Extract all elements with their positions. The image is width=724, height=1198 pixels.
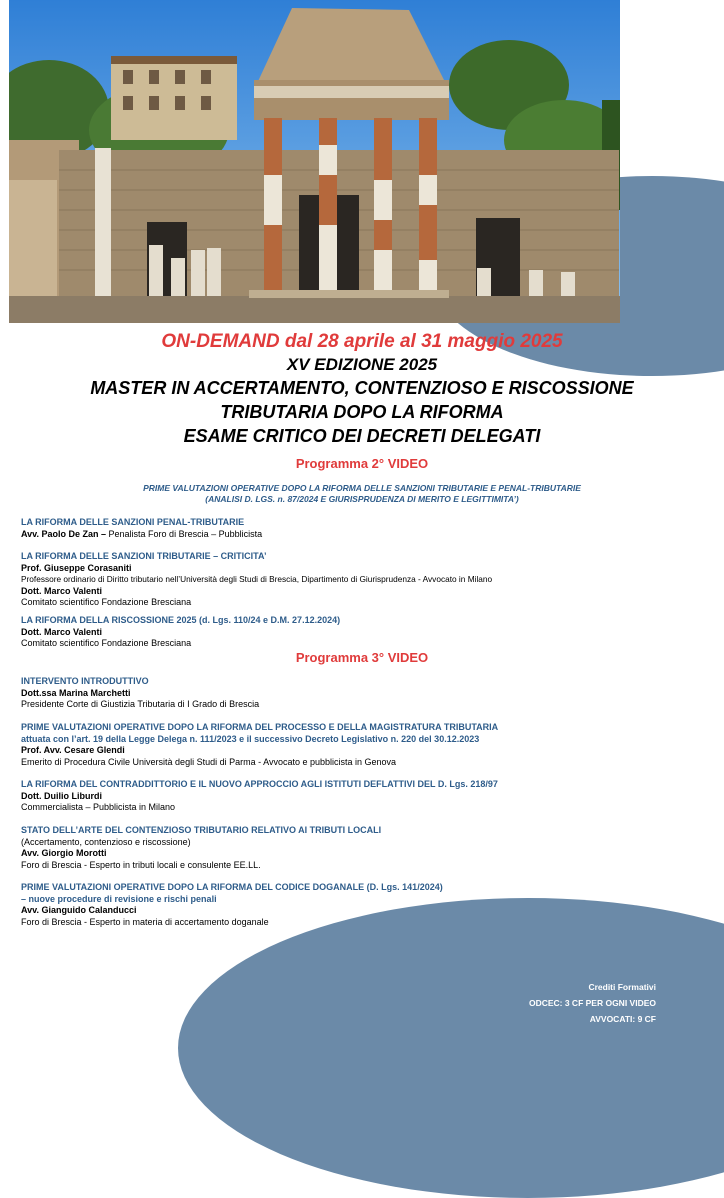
hero-photo [9,0,620,323]
ondemand-dates: ON-DEMAND dal 28 aprile al 31 maggio 2025 [161,331,563,352]
item-title: LA RIFORMA DEL CONTRADDITTORIO E IL NUOVO APPROCCIO AGLI ISTITUTI DEFLATTIVI DEL D. Lgs. 218/97 [21,779,498,789]
item-title: PRIME VALUTAZIONI OPERATIVE DOPO LA RIFORMA DEL CODICE DOGANALE (D. Lgs. 141/2024) [21,882,443,892]
item-title: LA RIFORMA DELLE SANZIONI TRIBUTARIE – CRITICITA’ [21,551,267,561]
programma-3-title: Programma 3° VIDEO [295,650,429,665]
item-role: Presidente Corte di Giustizia Tributaria di I Grado di Brescia [21,699,260,709]
program-item [21,615,711,650]
item-speaker: Avv. Gianguido Calanducci [21,905,137,915]
item-subtitle: (Accertamento, contenzioso e riscossione) [21,836,191,847]
item-role: Emerito di Procedura Civile Università degli Studi di Parma - Avvocato e pubblicista in Genova [21,756,397,767]
program-item [21,722,711,768]
item-role: Foro di Brescia - Esperto in tributi locali e consulente EE.LL. [21,859,261,870]
credits-odcec: ODCEC: 3 CF PER OGNI VIDEO [528,998,656,1008]
item-subtitle: attuata con l’art. 19 della Legge Delega n. 111/2023 e il successivo Decreto Legislativo n. 220 del 30.12.2023 [21,733,480,744]
program-item [21,551,711,609]
decorative-blob-bottom [178,898,724,1198]
item-title: LA RIFORMA DELLA RISCOSSIONE 2025 (d. Lgs. 110/24 e D.M. 27.12.2024) [21,615,341,625]
credits-box [529,979,656,1027]
item-title: STATO DELL’ARTE DEL CONTENZIOSO TRIBUTARIO RELATIVO AI TRIBUTI LOCALI [21,825,382,835]
item-speaker: Avv. Paolo De Zan – [21,528,107,539]
item-speaker: Prof. Giuseppe Corasaniti [21,562,132,573]
intro-line: (ANALISI D. LGS. n. 87/2024 E GIURISPRUDENZA DI MERITO E LEGITTIMITA’) [205,494,519,504]
item-title: INTERVENTO INTRODUTTIVO [21,676,149,686]
item-speaker: Dott.ssa Marina Marchetti [21,687,131,698]
intro-line: PRIME VALUTAZIONI OPERATIVE DOPO LA RIFORMA DELLE SANZIONI TRIBUTARIE E PENAL-TRIBUTARIE [143,483,581,493]
item-speaker: Dott. Marco Valenti [21,585,103,596]
item-speaker: Dott. Duilio Liburdi [21,790,102,801]
master-title-line: ESAME CRITICO DEI DECRETI DELEGATI [183,426,541,446]
item-role: Foro di Brescia - Esperto in materia di accertamento doganale [21,916,269,927]
master-title [0,376,724,448]
item-role: Comitato scientifico Fondazione Bresciana [21,638,192,648]
credits-avvocati: AVVOCATI: 9 CF [589,1014,656,1024]
credits-title: Crediti Formativi [588,982,656,992]
program-item [21,825,711,871]
program-item [21,882,711,928]
programma-2-intro [0,483,724,505]
item-title: PRIME VALUTAZIONI OPERATIVE DOPO LA RIFORMA DEL PROCESSO E DELLA MAGISTRATURA TRIBUTARIA [21,722,499,732]
item-role: Penalista Foro di Brescia – Pubblicista [106,528,263,539]
item-title: LA RIFORMA DELLE SANZIONI PENAL-TRIBUTARIE [21,517,245,527]
item-role: Comitato scientifico Fondazione Bresciana [21,597,192,607]
item-speaker-line [21,529,711,541]
edition-title: XV EDIZIONE 2025 [286,355,438,374]
item-subtitle: – nuove procedure di revisione e rischi penali [21,893,217,904]
item-speaker: Prof. Avv. Cesare Glendi [21,745,125,755]
programma-2-title: Programma 2° VIDEO [295,456,429,471]
item-speaker: Avv. Giorgio Morotti [21,848,107,858]
program-item [21,779,711,814]
master-title-line: MASTER IN ACCERTAMENTO, CONTENZIOSO E RISCOSSIONE [90,378,634,398]
program-item [21,517,711,540]
master-title-line: TRIBUTARIA DOPO LA RIFORMA [220,402,504,422]
item-role: Professore ordinario di Diritto tributario nell’Università degli Studi di Brescia, Dipartimento di Giurisprudenza - Avvocato in Milano [21,574,493,584]
program-item [21,676,711,711]
item-role: Commercialista – Pubblicista in Milano [21,802,176,812]
item-speaker: Dott. Marco Valenti [21,626,103,637]
